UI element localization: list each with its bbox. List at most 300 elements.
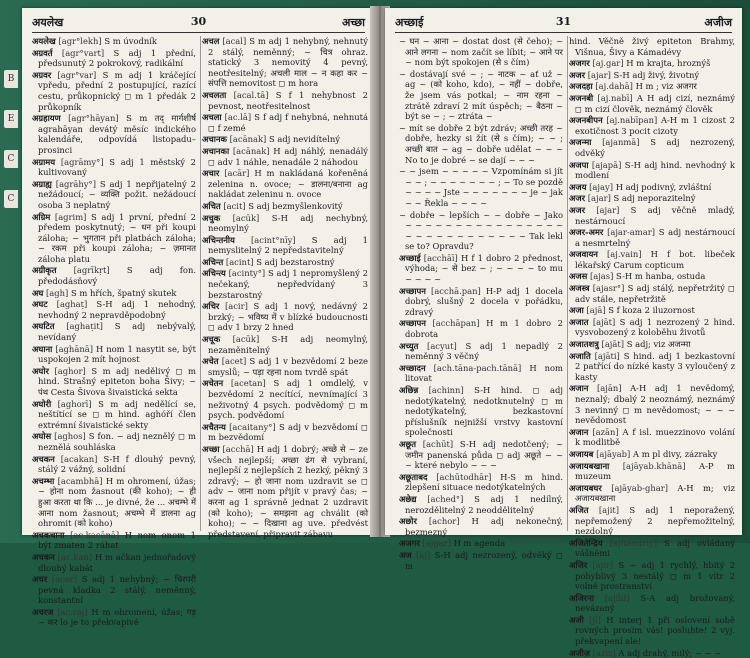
dictionary-entry [202,213,368,234]
entry-definition: S-H adj živý, životný [613,69,700,80]
left-page-header [32,14,365,33]
entry-headword: अजिर [569,559,588,570]
entry-transliteration: [agrāmy°] [60,156,104,167]
entry-definition: S m adj 1 kráčející vpředu, přední 2 postupující, razící cestu, průkopnický ◻ m 1 předák 2 průkopník [38,69,196,112]
dictionary-entry [399,385,563,438]
dictionary-entry [399,253,563,285]
entry-headword: अचिन्त्य [202,268,226,279]
dictionary-entry [32,476,196,529]
dictionary-entry [399,363,563,384]
entry-definition: H f 1 dobro 2 přednost, výhoda; ~ से bez ~ ; ~ ~ ~ ~ to mu ~ ~ ~ ~ [405,252,563,285]
dictionary-entry [32,574,196,606]
dictionary-entry [569,36,735,57]
entry-definition: S adj 1 městský 2 kultivovaný [38,156,196,178]
entry-transliteration: [agr°lekh] [58,36,102,46]
entry-definition: A-P m muzeum [575,460,735,482]
entry-definition: S adj bezmyšlenkovitý [248,200,343,211]
entry-definition: S adj 1 neporažený, nepřemožený 2 nepřemožitelný, nezdolný [575,504,735,537]
entry-definition: H f bot. libeček lékařský Carum copticum [575,249,735,270]
dictionary-entry [32,454,196,475]
left-column-1 [32,36,201,628]
entry-transliteration: [acchāpan] [432,318,480,329]
entry-headword: अजित [569,504,589,515]
entry-transliteration: [ajir] [592,559,614,570]
entry-transliteration: [ajāt] [592,316,616,327]
entry-definition: S fon. ~ adj neznělý ◻ m neznělá souhláska [38,431,196,452]
entry-transliteration: [ached°] [427,493,464,504]
entry-transliteration: [ajild] [604,592,630,603]
entry-headword: अघटित [32,321,55,332]
entry-headword: अजर [569,69,586,80]
entry-transliteration: [acal.tā] [233,89,269,100]
entry-transliteration: [achor] [428,516,460,527]
entry-headword: अग्रीकृत [32,265,57,276]
entry-definition: S adj v bezvědomí ◻ m bezvědomí [208,421,368,443]
dictionary-entry [32,399,196,431]
entry-transliteration: [ajā] [586,305,606,316]
entry-definition: S adj 1 nepadlý 2 neměnný 3 věčný [405,340,563,362]
thumb-tab-c2: C [4,190,18,208]
entry-headword: अचिन्त [202,256,224,267]
dictionary-entry [202,268,368,300]
entry-transliteration: [agh] [46,287,69,298]
entry-headword: अजनबीपन [569,115,603,126]
entry-headword: अचकन [32,551,55,562]
dictionary-entry [202,378,368,420]
dictionary-entry [569,115,735,136]
entry-transliteration: [acit] [223,200,246,211]
right-page [385,8,742,658]
entry-definition: S adj 1 nepřijatelný 2 nežádoucí; ~ व्यक्ति požit. nežádoucí osoba 3 neplatný [38,178,196,210]
dictionary-entry [569,593,735,614]
entry-definition: H m krajta, hroznýš [626,58,711,69]
entry-transliteration: [ajitendriy] [609,537,658,548]
dictionary-entry [569,58,735,69]
entry-definition: H-S m hind. zlepšení situace nedotýkatelných [405,471,563,493]
entry-transliteration: [agr°vart] [61,47,105,58]
dictionary-entry [569,81,735,92]
entry-definition: S-H adj hind. nevhodný k modlení [575,159,735,181]
dictionary-entry [32,344,196,365]
dictionary-entry [569,271,735,282]
entry-headword: अजातशत्रु [569,339,599,350]
entry-transliteration: [aj.gar] [592,58,624,69]
dictionary-entry [399,123,563,165]
entry-headword: अघट [32,299,48,310]
entry-transliteration: [ajāyab] [596,448,631,459]
dictionary-entry [569,648,735,658]
dictionary-entry [399,69,563,122]
entry-headword: अचानका [202,145,230,156]
entry-headword: अजा [569,305,584,316]
entry-transliteration: [ajar] [587,69,611,80]
entry-transliteration: [achūt] [422,438,454,449]
entry-transliteration: [azān] [592,426,619,437]
entry-definition: H adj 1 dobrý; अच्छे से ~ ze všech nejlepší; अच्छा ढंग से vybraní, nejlepší z nejlepších 2 hezký, pěkný 3 zdravý; ~ हो जाना nom uzdravit se ◻ adv ~ जाना nom přijít v pravý čas; ~ करना ag 1 správně jednat 2 uzdravit (को koho); ~ समझना ag chválit (को koho); ~ ~ दिखाना ag uve. předvést představení, připravit zábavu [208,443,368,539]
entry-definition: H adj náhlý, nenadálý ◻ adv 1 náhle, nenadále 2 náhodou [208,145,368,167]
entry-transliteration: [aj] [416,549,431,560]
dictionary-entry [32,321,196,342]
dictionary-entry [32,366,196,398]
dictionary-entry [202,235,368,256]
entry-transliteration: [ac.lā] [224,112,252,123]
entry-definition: H nom litovat [405,362,563,384]
entry-definition: S-A adj brožovaný, nevázaný [575,592,735,614]
entry-transliteration: [jī] [589,614,601,625]
entry-headword: अग्रामय [32,156,56,167]
entry-transliteration: [acakan] [60,453,98,464]
entry-headword: अघोस [32,431,52,442]
dictionary-entry [569,193,735,204]
entry-headword: अघ [32,287,44,298]
entry-headword: अग्रवर [32,69,52,80]
entry-headword: अचिर [202,301,220,312]
dictionary-entry [202,334,368,355]
entry-transliteration: [aj.vain] [607,249,642,260]
dictionary-entry [569,283,735,304]
entry-headword: अजितेन्द्रिय [569,537,603,548]
entry-definition: S-H adj 1 nehodný, nevhodný 2 nepravděpodobný [38,299,196,320]
entry-headword: अच्युत [399,340,419,351]
entry-transliteration: [acinty°] [228,268,266,279]
entry-transliteration: [ajit] [598,504,620,515]
entry-headword: अजदहा [569,81,593,92]
entry-transliteration: [ajay] [589,181,614,192]
right-page-header [395,14,732,33]
entry-definition: H m ohromení, úžas; गड़ ~ कर lo je to překvapivé [38,606,196,628]
entry-transliteration: [ac.kacānā] [70,529,120,540]
entry-headword: अचैतन्य [202,421,226,432]
entry-transliteration: [acchā.pan] [431,285,481,296]
thumb-tab-c: C [4,150,18,168]
dictionary-entry [399,516,563,537]
entry-headword: अछेद्य [399,493,417,504]
entry-headword: अजर [569,204,586,215]
right-column-2 [569,36,736,658]
entry-transliteration: [acar] [51,574,78,585]
entry-headword: अचार [202,168,220,179]
dictionary-entry [569,305,735,316]
entry-transliteration: [agrāhy°] [55,178,96,189]
right-page-number: 31 [555,15,572,28]
dictionary-entry [32,157,196,178]
entry-transliteration: [acet] [221,356,247,367]
entry-definition: H adj nekonečný, bezmezný [405,516,563,537]
entry-definition: S adj nestárnoucí a nesmrtelný [575,227,735,248]
dictionary-entry [399,166,563,208]
entry-headword: अघोर [32,365,49,376]
dictionary-entry [32,288,196,299]
dictionary-entry [569,317,735,338]
entry-definition: S adj neporazitelný [613,193,696,204]
entry-definition: H-P adj 1 docela dobrý, slušný 2 docela v pořádku, zdravý [405,285,563,317]
entry-transliteration: [agr°hāyan] [68,113,119,124]
entry-headword: अजनबी [569,92,594,103]
entry-headword: अचेतन [202,378,224,389]
thumb-tab-b: B [4,70,18,88]
dictionary-entry [202,134,368,145]
entry-definition: S adj 1 nezrozený 2 hind. vysvobozený z koloběhu životů [575,316,735,338]
dictionary-entry [569,182,735,193]
entry-transliteration: [acānak] [232,145,270,156]
entry-headword: अचरज [32,606,54,617]
entry-headword: अच्छादन [399,362,426,373]
entry-headword: अग्रहायण [32,113,61,124]
entry-definition: A m pl divy, zázraky [632,448,718,459]
dictionary-entry [32,48,196,69]
entry-headword: अच्छापन [399,318,426,329]
entry-headword: अजीज़ [569,647,590,658]
entry-headword: अछोर [399,516,417,527]
entry-headword: अयलेख [32,36,56,46]
entry-headword: अच्छा [202,443,220,454]
entry-transliteration: [acint] [225,256,254,267]
dictionary-entry [399,494,563,515]
entry-transliteration: [acir] [224,301,248,312]
entry-transliteration: [aziz] [592,647,616,658]
entry-definition: H nom onom 1 být zmaten 2 ráhat [38,529,197,551]
entry-transliteration: [acaitany°] [229,421,276,432]
dictionary-entry [32,530,196,551]
entry-headword: अघोरी [32,398,52,409]
dictionary-entry [569,351,735,383]
dictionary-entry [569,383,735,425]
entry-transliteration: [ajar] [587,193,611,204]
left-guide-word-first: अयलेख [32,16,64,29]
dictionary-entry [202,201,368,212]
entry-headword: अग्रिम [32,211,51,222]
dictionary-entry [569,615,735,647]
entry-transliteration: [ach.tāna-pach.tānā] [433,362,522,373]
dictionary-entry [569,427,735,448]
entry-definition: hind. Věčně živý epiteton Brahmy, Višnua, Šivy a Kámadévy [569,36,735,57]
entry-transliteration: [ac.kan] [57,551,92,562]
dictionary-entry [569,560,735,592]
entry-definition: S hind. adj 1 bezkastovní 2 patřící do nízké kasty 3 vyloučený z kasty [575,350,736,382]
dictionary-entry [32,299,196,320]
entry-headword: अजान [569,383,589,394]
entry-definition: H m 1 dobro 2 dobrota [405,318,563,340]
entry-definition: H adj podivný, zvláštní [615,181,712,192]
left-page [22,8,375,628]
entry-definition: A-H adj 1 nevědomý, neznalý; dbalý 2 neoznámý, neznámý 3 nevinný ◻ m nevědomost; ~ ~ ~ nevědomost [575,383,735,426]
entry-definition: S-H adj nechybný, neomylný [208,212,368,234]
entry-headword: अच्छाई [399,252,421,263]
entry-transliteration: [aghor] [54,365,86,376]
entry-definition: S m adj nedělivý ◻ m hind. Strašný epiteton boha Šivy; ~ पंथ Cesta Šivova šivaistická sekta [38,365,196,397]
entry-headword: अचानक [202,134,227,145]
entry-headword: अचूक [202,334,221,345]
entry-headword: अचित [202,200,221,211]
entry-transliteration: [acambhā] [57,475,103,486]
entry-definition: ~ dostávají své ~ ; ~ नाटक ~ ať už ~ ag ~ (को koho, kdo), ~ नहीं ~ dobře, že jsem vás potkal; ~ नाम रहना ~ ztrátě zdraví 2 mít úspěch; ~ बैठना ~ být se ~ ; ~ ztráta ~ [399,68,563,122]
entry-transliteration: [acchāī] [423,252,458,263]
dictionary-entry [399,318,563,339]
entry-headword: अजान [569,426,589,437]
entry-transliteration: [acetan] [230,378,266,389]
entry-transliteration: [ac.raj] [57,606,88,617]
entry-transliteration: [acūk] [232,334,260,345]
entry-headword: अचर [32,574,48,585]
entry-definition: S m adj 1 nehybný, nehnutý 2 stálý, neměnný; ~ चित्र ohraz. statický 3 nemovitý 4 pevný, neotřesitelný; अचली माल ~ न कहा कर ~ संपत्ति nemovitost ◻ m hora [208,36,368,89]
entry-transliteration: [agr°var] [57,69,97,80]
entry-definition: ~ घन ~ आना ~ dostat dost (से čeho); ~ आने लगना ~ nom začít se líbit; ~ आने पर ~ nom být spokojen (से s čím) [399,36,563,68]
dictionary-entry [32,113,196,155]
dictionary-entry [32,431,196,452]
entry-definition: S f adj f nehybná, nehnutá ◻ f zemé [208,112,368,133]
entry-transliteration: [aghānā] [55,343,93,354]
dictionary-entry [202,112,368,133]
dictionary-entry [32,70,196,112]
entry-definition: S adj 1 v bezvědomí 2 beze smyslů; ~ पड़ा रहना nom tvrdě spát [208,356,368,377]
dictionary-entry [569,93,735,114]
entry-definition: S m hřích, špatný skutek [71,287,177,298]
entry-transliteration: [ajāyab.khānā] [622,460,686,471]
entry-headword: अजन्मा [569,137,592,148]
right-guide-word-last: अजीज [704,16,732,29]
entry-transliteration: [acānak] [229,134,267,145]
thumb-index [4,70,18,370]
dictionary-entry [202,168,368,200]
entry-transliteration: [ajāyab-ghar] [611,482,668,493]
entry-transliteration: [aj.nabī] [597,92,633,103]
entry-transliteration: [achinn] [428,385,464,395]
right-column-1 [399,36,568,571]
dictionary-entry [569,449,735,460]
entry-definition: H nom 1 nasytit se, být uspokojen 2 mít hojnost [38,343,196,365]
dictionary-entry [32,552,196,573]
dictionary-entry [399,472,563,493]
entry-definition: H interj 1 při oslovení sobě rovných prosím vás! posluhte! 2 vyj. překvapení ale! [575,614,735,647]
entry-transliteration: [acchā] [222,443,254,454]
entry-headword: अजगर [569,58,590,69]
entry-definition: S adj; viz अजन्मा [626,339,691,350]
entry-headword: अजय [569,181,587,192]
entry-definition: S ~ adj 1 rychlý, hbitý 2 pohyblivý 3 nestálý ◻ m 1 vítr 2 volné prostranství [575,559,735,592]
dictionary-entry [202,356,368,377]
entry-transliteration: [ajar-amar] [607,227,655,238]
thumb-tab-e: E [4,110,18,128]
entry-definition: S-H adj neomylný, nezaměnitelný [208,334,368,355]
entry-transliteration: [aj.dahā] [595,81,633,92]
entry-definition: S adj bezstarostný [256,256,335,267]
entry-headword: अचुक [202,212,221,223]
entry-headword: अग्रवर्त [32,47,53,58]
dictionary-entry [569,538,735,559]
entry-definition: S-H hind. ◻ adj nedotýkatelný, nedotknutelný ◻ m nedotýkatelný, bezkastovní příslušník nejnižší vrstvy kastovní společnosti [405,385,563,438]
entry-headword: अचकचाना [32,529,65,540]
entry-definition: S m तद् मार्गशीर्ष agrahāyan devátý měsíc indického kalendáře, odpovídá listopadu–prosinci [38,113,196,155]
entry-definition: S m úvodník [104,36,158,46]
entry-headword: अचला [202,112,222,123]
dictionary-entry [32,36,196,47]
entry-definition: A H adj cizí, neznámý ◻ m cizí člověk, neznámý člověk [575,92,735,114]
entry-definition: ~ ~ jsem ~ ~ ~ ~ ~ Vzpomínám si jít ~ ~ ; ~ ~ ~ ~ ~ ~ ~ ; ~ To se pozdě ~ ~ ~ ~ Jste ~ ~ ~ ~ ~ ~ ~ je ~ jak ~ ~ Řekla ~ ~ ~ ~ [399,166,563,208]
entry-definition: H m ; viz अजगर [635,81,697,92]
entry-headword: अजर [569,193,586,204]
entry-definition: H m nakládaná kořeněná zelenina n. ovoce; ~ डालना/बनाना ag nakládat zeleninu n. ovoce [208,168,368,200]
entry-definition: S adj věčně mladý, nestárnoucí [575,204,735,226]
dictionary-entry [202,444,368,539]
entry-definition: H m agenda [453,538,506,549]
entry-transliteration: [ajgar] [422,538,451,549]
entry-headword: अचम्भा [32,475,55,486]
entry-definition: S m adj nedělící se, neštítící se ◻ m hind. aghóří člen extrémní šivaistické sekty [38,398,196,430]
entry-headword: अजवायन [569,249,598,260]
entry-headword: अजी [569,614,584,625]
entry-transliteration: [acal] [222,36,247,46]
dictionary-entry [202,36,368,89]
entry-definition: H m ohromení, úžas; ~ होना nom žasnout (की koho); ~ ही हुआ करता था कि ... je divné, že ... अचम्भे में आना nom žasnout; अचम्भे में डालना ag ohromit (को koho) [38,475,197,529]
entry-headword: अजर-अमर [569,227,604,238]
entry-definition: A adj drahý, milý; ~ ~ ~ [618,647,722,658]
entry-definition: A-H m; viz अजायबखाना [575,482,735,504]
entry-definition: S adj 1 nehybný; ~ चिरपरी pevná kladka 2 stálý, neměnný, konstantní [38,574,196,606]
entry-definition: S-H f dlouhý pevný, stálý 2 vážný, solidní [38,453,196,475]
entry-headword: अचल [202,36,220,46]
entry-definition: S adj 1 omdlelý, v bezvědomí 2 necítící, nevnímající 3 neživotný 4 psych. podvědomý ◻ m psych. podvědomí [208,378,368,421]
entry-headword: अछूताबद [399,471,428,482]
entry-headword: अजगर [399,538,420,549]
entry-definition: S adj nezrozený, odvěký [575,137,735,158]
entry-headword: अग्राह्य [32,178,52,189]
entry-definition: S f koza 2 iluzornost [608,305,695,316]
dictionary-entry [32,265,196,286]
dictionary-entry [202,90,368,111]
dictionary-entry [569,249,735,270]
entry-headword: अचकन [32,453,55,464]
entry-headword: अजस [569,271,588,282]
left-guide-word-last: अच्छा [341,16,365,29]
entry-transliteration: [aghos] [54,431,86,442]
entry-transliteration: [aj.nabīpan] [606,115,658,126]
entry-headword: अजस्त्र [569,283,590,294]
entry-definition: S adj ovládaný vášněmi [575,537,736,559]
entry-definition: S adj stálý, nepřetržitý ◻ adv stále, nepřetržitě [575,283,735,304]
entry-definition: A f isl. muezzinovo volání k modlitbě [575,426,735,448]
entry-headword: अचिन्तनीय [202,234,235,245]
entry-transliteration: [ajanmā] [602,137,640,148]
entry-headword: अजायबघर [569,482,602,493]
entry-definition: S adj nevidítelný [269,134,340,145]
dictionary-entry [399,538,563,549]
entry-transliteration: [acūk] [232,212,260,223]
entry-definition: S-H adj nedotčený; ~ जमीन panenská půda ◻ adj अछूते ~ ~ ~ které nebylo ~ ~ ~ [405,438,563,471]
entry-definition: ~ dobře ~ lepších ~ ~ dobře ~ Jako ~ ~ ~ ~ ~ ~ ~ ~ ~ ~ ~ ~ ~ ~ ~ ~ ~ ~ ~ ~ ~ ~ ~ ~ ~ ~ ~ ~ Tak lekl se to? Opravdu? [399,209,563,252]
dictionary-entry [399,439,563,471]
entry-definition: ~ mít se dobře 2 být zdráv; अच्छी तरह ~ dobře, hezky si žít (से s čím); ~ ~ ; अच्छी बात ~ ag ~ dobře udělat ~ ~ ~ No to je dobré ~ se dají ~ ~ ~ [399,122,563,165]
dictionary-entry [569,505,735,537]
dictionary-entry [569,70,735,81]
dictionary-entry [202,301,368,333]
dictionary-entry [202,257,368,268]
entry-transliteration: [agrīkṛt] [73,265,110,276]
entry-transliteration: [ajāti] [594,350,620,361]
entry-transliteration: [ajar] [596,204,620,215]
entry-transliteration: [agrim] [54,211,87,222]
entry-definition: S adj 1 nepromyšlený 2 nečekaný, nepředvídaný 3 bezstarostný [208,268,369,300]
entry-headword: अज [399,549,412,560]
dictionary-entry [202,146,368,167]
dictionary-entry [399,286,563,318]
left-page-number: 30 [190,15,207,28]
dictionary-entry [32,179,196,211]
dictionary-entry [399,36,563,68]
entry-definition: S-H adj nezrozený, odvěký ◻ m [405,549,563,571]
entry-transliteration: [ajasr°] [592,283,625,294]
dictionary-entry [569,205,735,226]
entry-headword: अचेत [202,356,219,367]
